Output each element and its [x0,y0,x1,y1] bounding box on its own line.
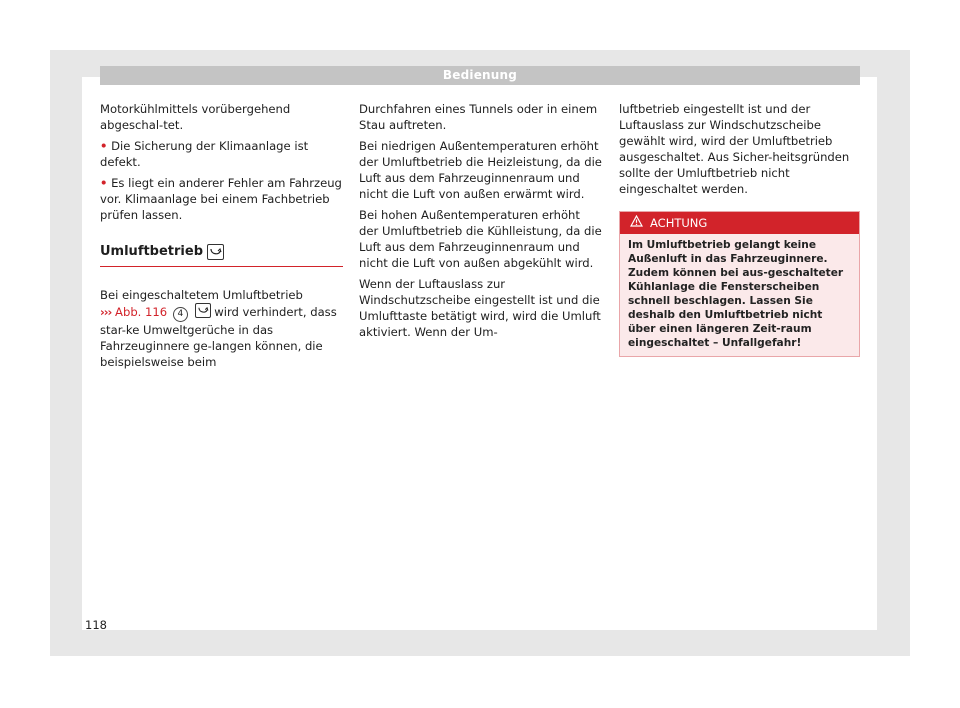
figure-reference-link[interactable]: Abb. 116 [115,305,168,319]
reference-marker: ››› [100,305,112,319]
warning-triangle-icon [630,212,643,234]
paragraph-text: wird verhindert, dass star-ke Umweltgerüche in das Fahrzeuginnere ge-langen können, die beispielsweise beim [100,305,337,369]
intro-text: Motorkühlmittels vorübergehend abgeschal-tet. [100,102,291,132]
paragraph: Bei hohen Außentemperaturen erhöht der Umluftbetrieb die Kühlleistung, da die Luft aus dem Fahrzeuginnenraum und nicht die Luft von außen abgekühlt wird. [359,208,602,270]
bullet-icon: • [100,139,108,153]
bullet-icon: • [100,176,108,190]
warning-box [619,211,860,357]
warning-label: ACHTUNG [650,216,708,230]
warning-text: Im Umluftbetrieb gelangt keine Außenluft in das Fahrzeuginnere. Zudem können bei aus-geschalteter Kühlanlage die Fensterscheiben schnell beschlagen. Lassen Sie deshalb den Umluftbetrieb nicht über einen längeren Zeit-raum eingeschaltet – Unfallgefahr! [628,239,844,349]
paragraph: luftbetrieb eingestellt ist und der Luftauslass zur Windschutzscheibe gewählt wird, wird der Umluftbetrieb ausgeschaltet. Aus Sicher-heitsgründen sollte der Umluftbetrieb nicht eingeschaltet werden. [619,102,850,196]
section-heading [100,244,343,267]
section-paragraph [100,287,343,370]
bullet-item [100,175,343,223]
bullet-item [100,138,343,170]
bullet-text: Es liegt ein anderer Fehler am Fahrzeug vor. Klimaanlage bei einem Fachbetrieb prüfen lassen. [100,176,342,222]
section-title: Umluftbetrieb [100,244,204,259]
warning-header [620,212,859,234]
paragraph-text: Bei eingeschaltetem Umluftbetrieb [100,288,303,302]
chapter-header: Bedienung [100,66,860,85]
column-1 [100,101,343,375]
column-2 [359,101,602,345]
page-number: 118 [85,618,107,632]
paragraph: Wenn der Luftauslass zur Windschutzscheibe eingestellt ist und die Umlufttaste betätigt wird, wird die Umluft aktiviert. Wenn der Um- [359,277,601,339]
air-recirculation-icon [207,244,224,260]
callout-number: 4 [173,307,188,322]
column-3 [619,101,860,357]
bullet-text: Die Sicherung der Klimaanlage ist defekt. [100,139,309,169]
paragraph: Durchfahren eines Tunnels oder in einem Stau auftreten. [359,102,598,132]
air-recirculation-icon [195,303,211,318]
paragraph: Bei niedrigen Außentemperaturen erhöht der Umluftbetrieb die Heizleistung, da die Luft aus dem Fahrzeuginnenraum und nicht die Luft von außen erwärmt wird. [359,139,602,201]
